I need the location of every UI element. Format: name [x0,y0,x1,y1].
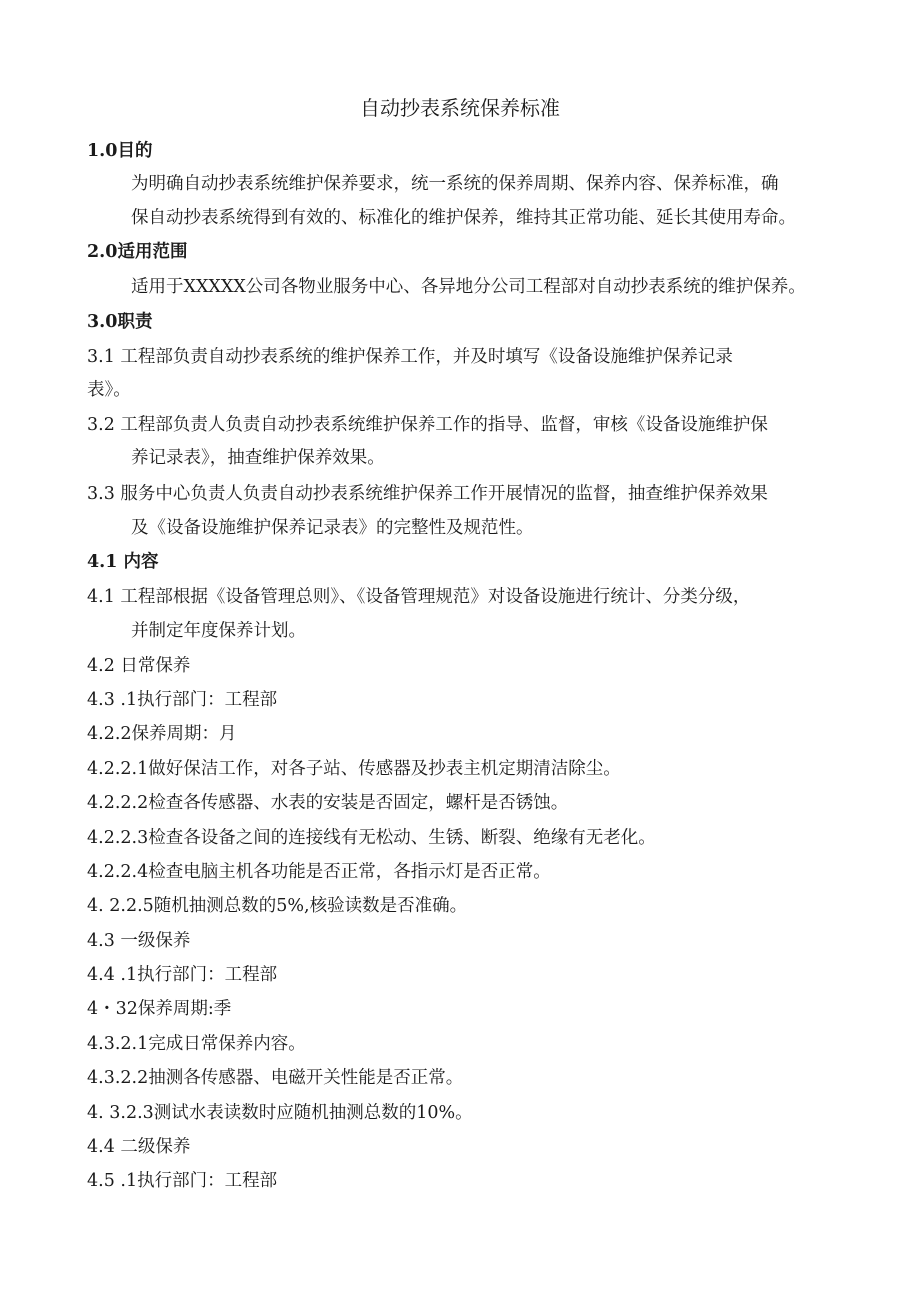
paragraph-line: 3.3 服务中心负责人负责自动抄表系统维护保养工作开展情况的监督，抽查维护保养效果 [87,484,768,504]
paragraph-line: 养记录表》，抽查维护保养效果。 [131,448,385,468]
paragraph-line: 3.1 工程部负责自动抄表系统的维护保养工作，并及时填写《设备设施维护保养记录 [87,347,733,367]
paragraph-line: 4・32保养周期:季 [87,999,232,1019]
paragraph-line: 4.2.2.4检查电脑主机各功能是否正常，各指示灯是否正常。 [87,862,551,882]
paragraph-line: 3.2 工程部负责人负责自动抄表系统维护保养工作的指导、监督，审核《设备设施维护保 [87,415,768,435]
heading-responsibility: 3.0职责 [87,312,153,332]
paragraph-line: 4.5 .1执行部门：工程部 [87,1171,278,1191]
paragraph-line: 4.4 二级保养 [87,1137,191,1157]
paragraph-line: 为明确自动抄表系统维护保养要求，统一系统的保养周期、保养内容、保养标准，确 [131,174,779,194]
paragraph-line: 4.2 日常保养 [87,656,191,676]
paragraph-line: 4.2.2.3检查各设备之间的连接线有无松动、生锈、断裂、绝缘有无老化。 [87,828,656,848]
paragraph-line: 4.2.2.1做好保洁工作，对各子站、传感器及抄表主机定期清洁除尘。 [87,759,621,779]
paragraph-line: 4. 3.2.3测试水表读数时应随机抽测总数的10%。 [87,1103,473,1123]
paragraph-line: 适用于XXXXX公司各物业服务中心、各异地分公司工程部对自动抄表系统的维护保养。 [131,277,806,297]
paragraph-line: 保自动抄表系统得到有效的、标准化的维护保养，维持其正常功能、延长其使用寿命。 [131,208,796,228]
paragraph-line: 4.3 .1执行部门：工程部 [87,690,278,710]
paragraph-line: 4.2.2.2检查各传感器、水表的安装是否固定，螺杆是否锈蚀。 [87,793,569,813]
heading-scope: 2.0适用范围 [87,242,188,262]
paragraph-line: 4.1 工程部根据《设备管理总则》、《设备管理规范》对设备设施进行统计、分类分级， [87,587,751,607]
paragraph-line: 4.3 一级保养 [87,931,191,951]
paragraph-line: 并制定年度保养计划。 [131,621,306,641]
heading-content: 4.1 内容 [87,552,159,572]
paragraph-line: 表》。 [87,380,131,400]
document-title: 自动抄表系统保养标准 [360,96,560,120]
paragraph-line: 4.2.2保养周期：月 [87,724,237,744]
paragraph-line: 及《设备设施维护保养记录表》的完整性及规范性。 [131,518,534,538]
paragraph-line: 4.4 .1执行部门：工程部 [87,965,278,985]
paragraph-line: 4.3.2.2抽测各传感器、电磁开关性能是否正常。 [87,1068,464,1088]
heading-purpose: 1.0目的 [87,141,153,161]
paragraph-line: 4. 2.2.5随机抽测总数的5%,核验读数是否准确。 [87,896,468,916]
paragraph-line: 4.3.2.1完成日常保养内容。 [87,1034,306,1054]
